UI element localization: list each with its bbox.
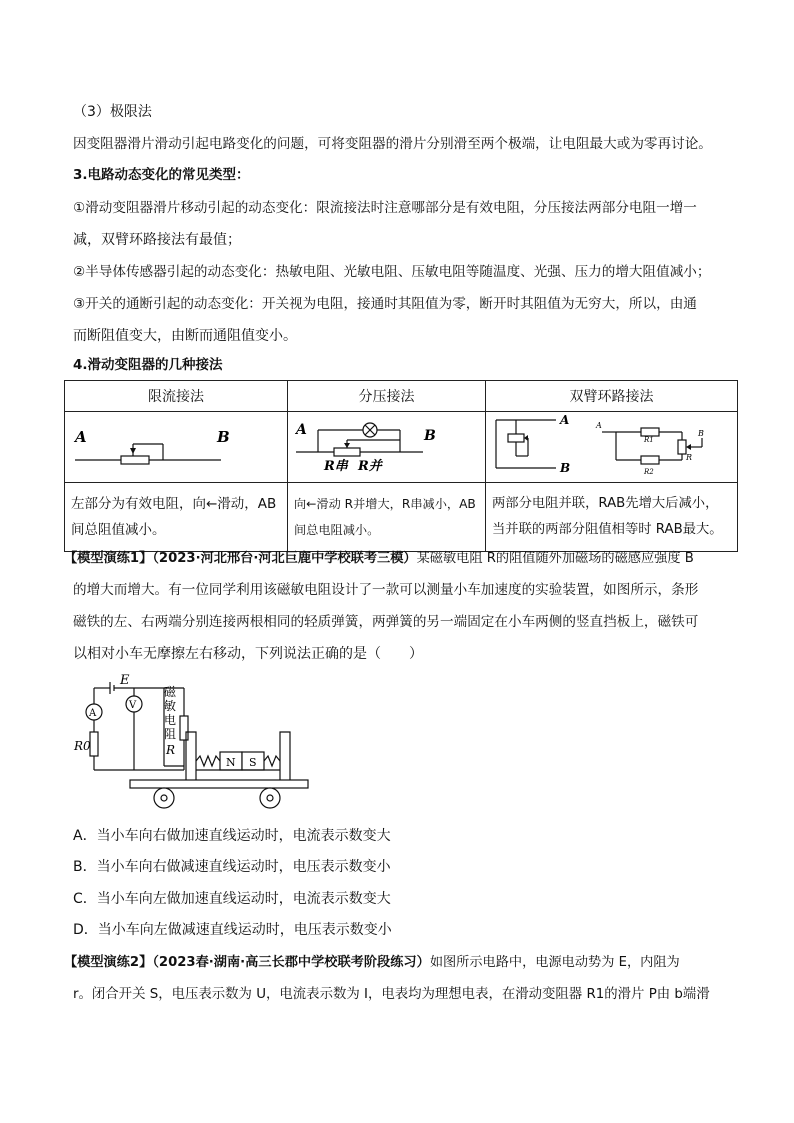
vd-label-b: B	[424, 428, 436, 444]
exercise2-source: （2023春·湖南·高三长郡中学校联考阶段练习）	[152, 955, 430, 970]
da-label-b: B	[560, 461, 571, 475]
vd-label-rc: R串	[324, 459, 348, 474]
types-item3-line2: 而断阻值变大，由断而通阻值变小。	[73, 328, 297, 344]
methods-table-header-row	[65, 381, 738, 412]
col1-title: 限流接法	[65, 381, 288, 412]
exercise2-line1	[64, 953, 734, 973]
da-r-resistor	[678, 440, 686, 454]
methods-table	[64, 380, 738, 552]
methods-heading: 4.滑动变阻器的几种接法	[73, 357, 223, 373]
magnetoresistor-cart-figure	[72, 670, 322, 820]
col1-desc	[65, 483, 288, 552]
exercise2-label: 【模型演练2】	[64, 955, 153, 970]
vd-label-a: A	[296, 422, 307, 438]
da-label-a: A	[560, 413, 570, 427]
exercise2-line1-rest: 如图所示电路中，电源电动势为 E，内阻为	[429, 955, 680, 970]
exercise1-line1-rest: 某磁敏电阻 R的阻值随外加磁场的磁感应强度 B	[416, 551, 694, 566]
fig-res-char-4: 阻	[164, 727, 177, 741]
da-label-b2: B	[698, 429, 704, 438]
cart-right-wheel	[260, 788, 280, 808]
voltage-divider-diagram-cell	[288, 412, 486, 483]
exercise1-line4: 以相对小车无摩擦左右移动，下列说法正确的是（ ）	[73, 646, 423, 662]
col2-desc-line2: 间总电阻减小。	[294, 523, 380, 537]
exercise1-line3: 磁铁的左、右两端分别连接两根相同的轻质弹簧，两弹簧的另一端固定在小车两侧的竖直挡板上，磁铁可	[73, 614, 699, 630]
exercise1-label: 【模型演练1】	[64, 551, 153, 566]
da-r-slider-arrow	[686, 444, 691, 450]
exercise1-option-b[interactable]: B．当小车向右做减速直线运动时，电压表示数变小	[73, 859, 391, 875]
types-item1-line1: ①滑动变阻器滑片移动引起的动态变化：限流接法时注意哪部分是有效电阻，分压接法两部分电阻一增一	[73, 200, 697, 216]
methods-table-desc-row	[65, 483, 738, 552]
da-left-resistor	[508, 434, 524, 442]
double-arm-diagram	[486, 412, 737, 478]
fig-label-voltmeter: V	[129, 700, 137, 711]
methods-table-diagram-row	[65, 412, 738, 483]
vd-label-rb: R并	[358, 459, 382, 474]
fig-label-r0: R0	[74, 739, 91, 753]
vd-slider-arrow	[344, 443, 350, 448]
col3-title: 双臂环路接法	[486, 381, 738, 412]
col3-desc	[486, 483, 738, 552]
types-heading: 3.电路动态变化的常见类型：	[73, 167, 250, 183]
fig-label-e: E	[120, 673, 130, 688]
da-label-r2: R2	[644, 468, 654, 476]
col2-desc-line1: 向←滑动 R并增大，R串减小，AB	[294, 497, 476, 511]
da-r1-resistor	[641, 428, 659, 436]
exercise1-option-d[interactable]: D．当小车向左做减速直线运动时，电压表示数变小	[73, 922, 392, 938]
types-item3-line1: ③开关的通断引起的动态变化：开关视为电阻，接通时其阻值为零，断开时其阻值为无穷大，所以，由通	[73, 296, 697, 312]
types-item2: ②半导体传感器引起的动态变化：热敏电阻、光敏电阻、压敏电阻等随温度、光强、压力的增大阻值减小；	[73, 264, 711, 280]
da-r2-resistor	[641, 456, 659, 464]
col3-desc-line2: 当并联的两部分阻值相等时 RAB最大。	[492, 522, 723, 537]
section3-heading: （3）极限法	[73, 104, 152, 120]
double-arm-diagram-cell	[486, 412, 738, 483]
fig-res-char-3: 电	[164, 713, 177, 727]
cl-slider-arrow	[130, 448, 136, 454]
cart-right-baffle	[280, 732, 290, 780]
col2-title: 分压接法	[288, 381, 486, 412]
current-limiting-diagram	[65, 412, 287, 478]
cl-resistor	[121, 456, 149, 464]
da-label-a2: A	[596, 421, 602, 430]
fig-label-n: N	[226, 756, 236, 769]
exercise1-source: （2023·河北邢台·河北巨鹿中学校联考三模）	[152, 551, 417, 566]
col2-desc	[288, 483, 486, 552]
section3-text: 因变阻器滑片滑动引起电路变化的问题，可将变阻器的滑片分别滑至两个极端，让电阻最大或为零再讨论。	[73, 136, 712, 152]
voltage-divider-diagram	[288, 412, 485, 478]
col1-desc-line2: 间总阻值减小。	[71, 522, 166, 538]
magnetoresistor-resistor	[180, 716, 188, 740]
fig-res-char-2: 敏	[164, 699, 177, 713]
left-spring	[196, 756, 220, 766]
col3-desc-line1: 两部分电阻并联，RAB先增大后减小，	[492, 496, 719, 511]
vd-resistor	[334, 448, 360, 456]
cart-body	[130, 780, 308, 788]
exercise1-option-c[interactable]: C．当小车向左做加速直线运动时，电流表示数变大	[73, 891, 391, 907]
exercise1-option-a[interactable]: A．当小车向右做加速直线运动时，电流表示数变大	[73, 828, 391, 844]
types-item1-line2: 减，双臂环路接法有最值；	[73, 232, 241, 248]
da-label-r: R	[686, 453, 693, 462]
fig-label-r: R	[166, 743, 176, 757]
r0-resistor	[90, 732, 98, 756]
cl-label-a: A	[75, 428, 87, 446]
exercise1-line2: 的增大而增大。有一位同学利用该磁敏电阻设计了一款可以测量小车加速度的实验装置，如图所示，条形	[73, 582, 699, 598]
exercise1-line1	[64, 549, 734, 569]
da-label-r1: R1	[644, 436, 654, 444]
fig-label-s: S	[249, 756, 257, 769]
current-limiting-diagram-cell	[65, 412, 288, 483]
fig-label-ammeter: A	[89, 708, 97, 719]
col1-desc-line1: 左部分为有效电阻，向←滑动，AB	[71, 496, 277, 512]
cart-left-wheel	[154, 788, 174, 808]
exercise2-line2: r。闭合开关 S，电压表示数为 U，电流表示数为 I，电表均为理想电表，在滑动变阻器 R1的滑片 P由 b端滑	[73, 987, 710, 1002]
cl-label-b: B	[217, 428, 230, 446]
right-spring	[264, 756, 280, 766]
fig-res-char-1: 磁	[164, 685, 177, 699]
